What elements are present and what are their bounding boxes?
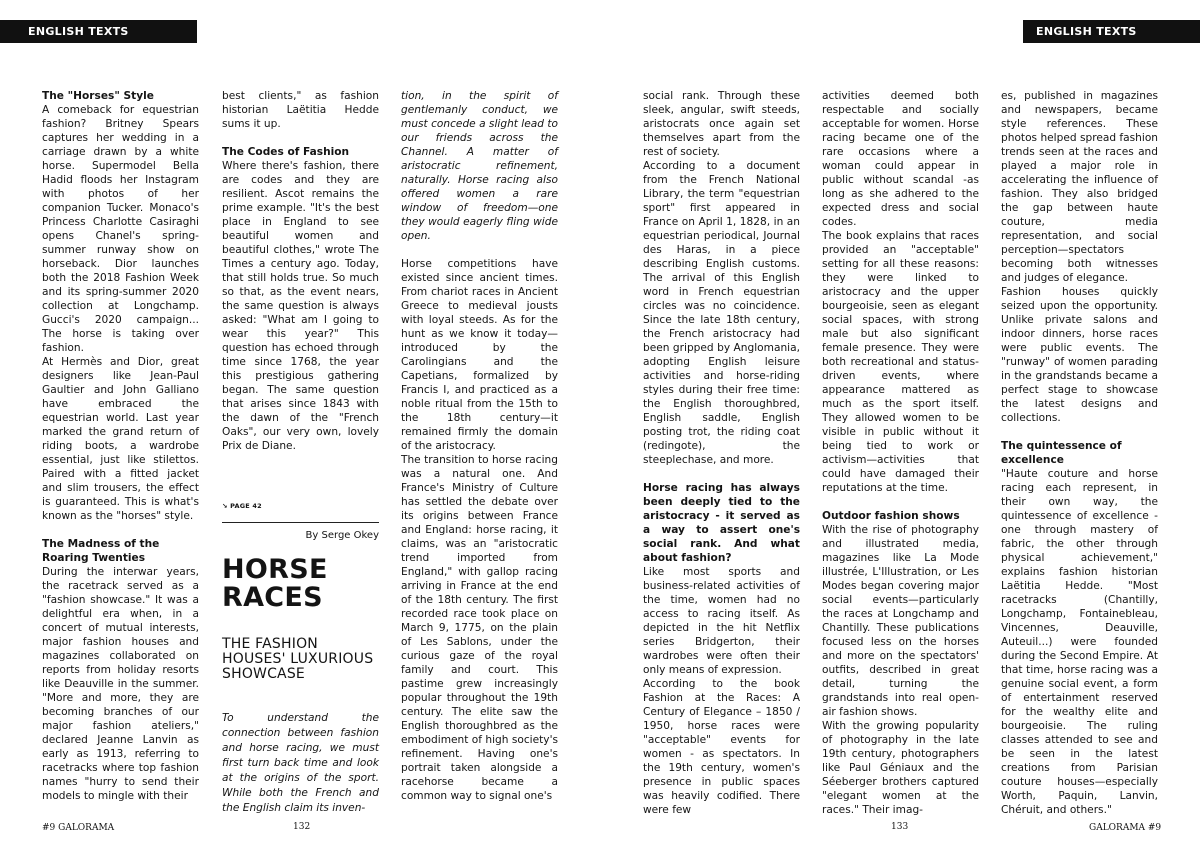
subheading-horses-style: The "Horses" Style (42, 90, 154, 102)
section-tab-right: ENGLISH TEXTS (1023, 20, 1200, 43)
page-number-right: 133 (891, 822, 909, 832)
byline: By Serge Okey (305, 530, 379, 541)
paragraph: During the interwar years, the racetrack served as a "fashion showcase." It was a delightful era when, in a concert of mutual interests, major fashion houses and magazines collaborated on reports from holiday resorts like Deauville in the summer. "More and more, they are becoming branches of our major fashion ateliers," declared Jeanne Lanvin as early as 1913, referring to racetracks where top fashion names "hurry to send their models to mingle with their (42, 566, 199, 802)
column-3 (401, 89, 558, 803)
column-2 (222, 89, 379, 453)
footer-magazine-right: GALORAMA #9 (1089, 823, 1162, 833)
intro-italic: tion, in the spirit of gentlemanly conduct, we must concede a slight lead to our friends across the Channel. A matter of aristocratic refinement, naturally. Horse racing also offered women a rare window of freedom—one they would eagerly fling wide open. (401, 90, 558, 242)
paragraph: With the growing popularity of photography in the late 19th century, photographers like Paul Géniaux and the Séeberger brothers captured "elegant women at the races." Their imag- (822, 720, 979, 816)
page-reference: ↘ PAGE 42 (222, 502, 262, 510)
paragraph: best clients," as fashion historian Laëtitia Hedde sums it up. (222, 90, 379, 130)
paragraph: Where there's fashion, there are codes and they are resilient. Ascot remains the prime example. "It's the best place in England to see beautiful women and beautiful clothes," wrote The Times a century ago. Today, that still holds true. So much so that, as the event nears, the same question is always asked: "What am I going to wear this year?" This question has echoed through time since 1768, the year this prestigious gathering began. The same question that arises since 1843 with the dawn of the "French Oaks", our very own, lovely Prix de Diane. (222, 160, 379, 452)
standfirst: To understand the connection between fashion and horse racing, we must first turn back time and look at the origins of the sport. While both the French and the English claim its inven- (222, 712, 379, 814)
article-deck: THE FASHION HOUSES' LUXURIOUS SHOWCASE (222, 636, 374, 682)
column-5 (822, 89, 979, 817)
article-headline: HORSE RACES (222, 554, 328, 613)
paragraph: Horse competitions have existed since ancient times. From chariot races in Ancient Greece to medieval jousts with loyal steeds. As for the hunt as we know it today—introduced by the Carolingians and the Capetians, formalized by Francis I, and practiced as a noble ritual from the 15th to the 18th century—it remained firmly the domain of the aristocracy. (401, 258, 558, 452)
paragraph: According to the book Fashion at the Races: A Century of Elegance – 1850 / 1950, horse races were "acceptable" events for women - as spectators. In the 19th century, women's presence in public spaces was heavily codified. There were few (643, 678, 800, 816)
column-1 (42, 89, 199, 803)
subheading-codes-of-fashion: The Codes of Fashion (222, 146, 350, 158)
subheading-quintessence: The quintessence of excellence (1001, 440, 1122, 466)
paragraph: With the rise of photography and illustrated media, magazines like La Mode illustrée, L'Illustration, or Les Modes began covering major social events—particularly the races at Longchamp and Chantilly. These publications focused less on the horses and more on the spectators' outfits, described in great detail, turning the grandstands into real open-air fashion shows. (822, 524, 979, 718)
section-tab-left: ENGLISH TEXTS (0, 20, 197, 43)
column-6 (1001, 89, 1158, 817)
paragraph: According to a document from the French National Library, the term "equestrian sport" first appeared in France on April 1, 1828, in an equestrian periodical, Journal des Haras, in a piece describing English customs. The arrival of this English word in French equestrian circles was no coincidence. Since the late 18th century, the French aristocracy had been gripped by Anglomania, adopting English leisure activities and horse-riding styles during their free time: the English thoroughbred, English saddle, English posting trot, the riding coat (redingote), the steeplechase, and more. (643, 160, 800, 466)
subheading-outdoor-fashion-shows: Outdoor fashion shows (822, 510, 960, 522)
pull-lead: Horse racing has always been deeply tied to the aristocracy - it served as a way to assert one's social rank. And what about fashion? (643, 482, 800, 564)
paragraph: "Haute couture and horse racing each represent, in their own way, the quintessence of excellence - one through mastery of fabric, the other through physical achievement," explains fashion historian Laëtitia Hedde. "Most racetracks (Chantilly, Longchamp, Fontainebleau, Vincennes, Deauville, Auteuil...) were founded during the Second Empire. At that time, horse racing was a genuine social event, a form of entertainment reserved for the wealthy elite and bourgeoisie. The ruling classes attended to see and be seen in the latest creations from Parisian couture houses—especially Worth, Paquin, Lanvin, Chéruit, and others." (1001, 468, 1158, 816)
subheading-roaring-twenties: The Madness of the Roaring Twenties (42, 538, 160, 564)
paragraph: activities deemed both respectable and socially acceptable for women. Horse racing became one of the rare occasions where a woman could appear in public without scandal -as long as she adhered to the expected dress and social codes. (822, 90, 979, 228)
paragraph: social rank. Through these sleek, angular, swift steeds, aristocrats once again set themselves apart from the rest of society. (643, 90, 800, 158)
footer-magazine-left: #9 GALORAMA (42, 823, 115, 833)
paragraph: Fashion houses quickly seized upon the opportunity. Unlike private salons and indoor dinners, horse races were public events. The "runway" of women parading in the grandstands became a perfect stage to showcase the latest designs and collections. (1001, 286, 1158, 424)
page-number-left: 132 (293, 822, 311, 832)
paragraph: Like most sports and business-related activities of the time, women had no access to racing itself. As depicted in the hit Netflix series Bridgerton, their wardrobes were often their only means of expression. (643, 566, 800, 676)
paragraph: At Hermès and Dior, great designers like Jean-Paul Gaultier and John Galliano have embraced the equestrian world. Last year marked the grand return of riding boots, a wardrobe essential, just like stilettos. Paired with a fitted jacket and slim trousers, the effect is guaranteed. This is what's known as the "horses" style. (42, 356, 199, 522)
divider (222, 522, 379, 523)
paragraph: A comeback for equestrian fashion? Britney Spears captures her wedding in a carriage drawn by a white horse. Supermodel Bella Hadid floods her Instagram with photos of her companion Tucker. Monaco's Princess Charlotte Casiraghi opens Chanel's spring-summer runway show on horseback. Dior launches both the 2018 Fashion Week and its spring-summer 2020 collection at Longchamp. Gucci's 2020 campaign... The horse is taking over fashion. (42, 104, 199, 354)
paragraph: es, published in magazines and newspapers, became style references. These photos helped spread fashion trends seen at the races and played a major role in accelerating the influence of fashion. They also bridged the gap between haute couture, media representation, and social perception—spectators becoming both witnesses and judges of elegance. (1001, 90, 1159, 284)
paragraph: The book explains that races provided an "acceptable" setting for all these reasons: they were linked to aristocracy and the upper bourgeoisie, seen as elegant social spaces, with strong male but also significant female presence. They were both recreational and status-driven events, where appearance mattered as much as the sport itself. They allowed women to be visible in public without it being tied to work or activism—activities that could have damaged their reputations at the time. (822, 230, 979, 494)
paragraph: The transition to horse racing was a natural one. And France's Ministry of Culture has settled the debate over its origins between France and England: horse racing, it claims, was an "aristocratic trend imported from England," with gallop racing arriving in France at the end of the 18th century. The first recorded race took place on March 9, 1775, on the plain of Les Sablons, under the curious gaze of the royal family and court. This pastime grew increasingly popular throughout the 19th century. The elite saw the English thoroughbred as the embodiment of high society's refinement. Having one's portrait taken alongside a racehorse became a common way to signal one's (401, 454, 558, 802)
column-4 (643, 89, 800, 817)
